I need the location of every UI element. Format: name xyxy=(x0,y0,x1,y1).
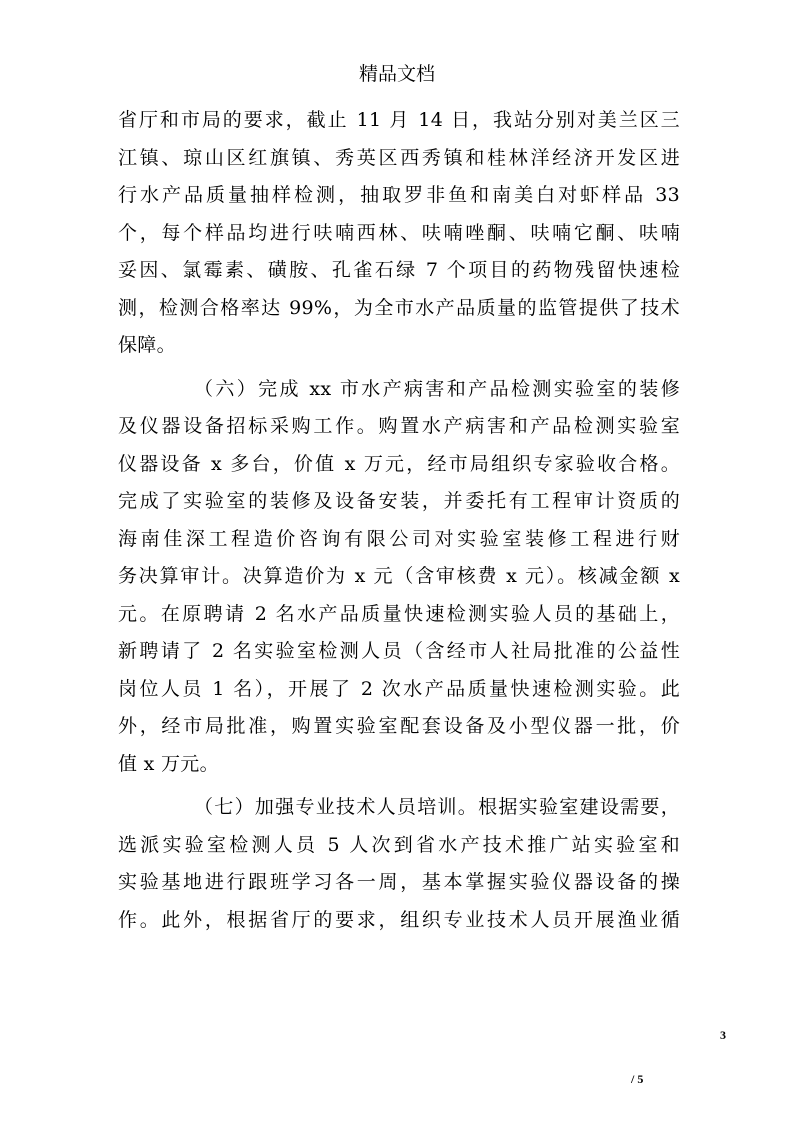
paragraph-heading-line: （六）完成 xx 市水产病害和产品检测实验室的装修 xyxy=(194,377,680,400)
page-total: / 5 xyxy=(631,1072,644,1086)
text-line: 作。此外，根据省厅的要求，组织专业技术人员开展渔业循 xyxy=(118,908,680,931)
text-line: 新聘请了 2 名实验室检测人员（含经市人社局批准的公益性 xyxy=(118,640,680,662)
text-line: 妥因、氯霉素、磺胺、孔雀石绿 7 个项目的药物残留快速检 xyxy=(118,259,680,281)
text-line: 海南佳深工程造价咨询有限公司对实验室装修工程进行财 xyxy=(118,527,680,550)
text-line: 选派实验室检测人员 5 人次到省水产技术推广站实验室和 xyxy=(118,833,680,856)
text-line: 江镇、琼山区红旗镇、秀英区西秀镇和桂林洋经济开发区进 xyxy=(118,146,680,169)
text-line: 值 x 万元。 xyxy=(118,752,219,775)
text-line: 省厅和市局的要求，截止 11 月 14 日，我站分别对美兰区三 xyxy=(118,109,680,131)
text-line: 实验基地进行跟班学习各一周，基本掌握实验仪器设备的操 xyxy=(118,871,680,893)
text-line: 保障。 xyxy=(118,334,176,356)
text-line: 完成了实验室的装修及设备安装，并委托有工程审计资质的 xyxy=(118,490,680,512)
text-line: 个，每个样品均进行呋喃西林、呋喃唑酮、呋喃它酮、呋喃 xyxy=(118,221,680,244)
text-line: 仪器设备 x 多台，价值 x 万元，经市局组织专家验收合格。 xyxy=(118,452,680,475)
text-line: 务决算审计。决算造价为 x 元（含审核费 x 元）。核减金额 x xyxy=(118,565,680,587)
text-line: 元。在原聘请 2 名水产品质量快速检测实验人员的基础上， xyxy=(118,602,680,625)
text-line: 测，检测合格率达 99%，为全市水产品质量的监管提供了技术 xyxy=(118,296,680,319)
document-body xyxy=(118,102,680,939)
text-line: 行水产品质量抽样检测，抽取罗非鱼和南美白对虾样品 33 xyxy=(118,184,680,206)
paragraph-heading-line: （七）加强专业技术人员培训。根据实验室建设需要， xyxy=(194,796,680,818)
text-line: 岗位人员 1 名），开展了 2 次水产品质量快速检测实验。此 xyxy=(118,677,680,700)
document-header-title: 精品文档 xyxy=(358,63,435,85)
text-line: 外，经市局批准，购置实验室配套设备及小型仪器一批，价 xyxy=(118,715,680,737)
page-number: 3 xyxy=(720,1028,726,1042)
text-line: 及仪器设备招标采购工作。购置水产病害和产品检测实验室 xyxy=(118,415,680,437)
